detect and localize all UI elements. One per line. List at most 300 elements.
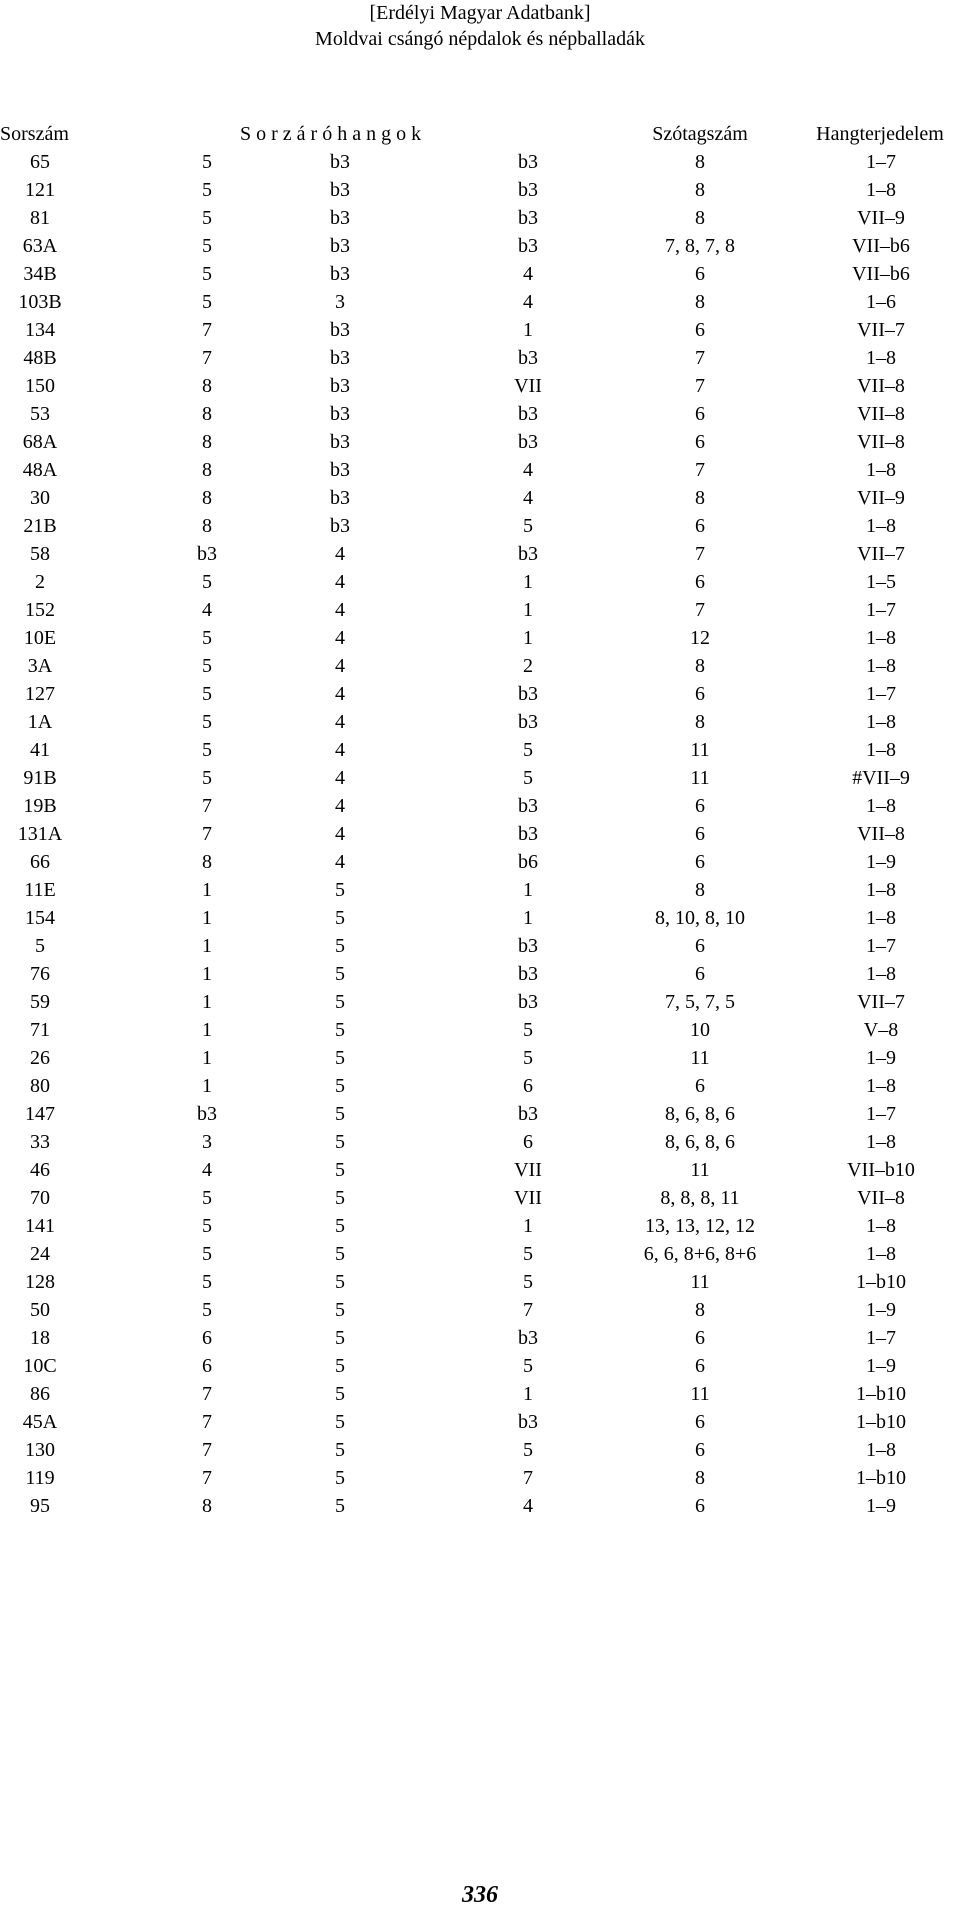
table-row: [0, 344, 960, 372]
sorzarohang-2-cell: 5: [335, 1187, 345, 1209]
sorszam-cell: 80: [30, 1075, 50, 1097]
sorzarohang-1-cell: 5: [202, 1215, 212, 1237]
szotagszam-cell: 6: [695, 1495, 705, 1517]
hangterjedelem-cell: 1–7: [866, 151, 896, 173]
sorzarohang-2-cell: b3: [330, 431, 350, 453]
szotagszam-cell: 12: [690, 627, 710, 649]
szotagszam-cell: 7: [695, 543, 705, 565]
sorzarohang-3-cell: 5: [523, 1243, 533, 1265]
table-row: [0, 708, 960, 736]
table-row: [0, 1380, 960, 1408]
table-row: [0, 1464, 960, 1492]
sorzarohang-3-cell: VII: [514, 1187, 542, 1209]
sorzarohang-1-cell: b3: [197, 1103, 217, 1125]
sorzarohang-3-cell: 4: [523, 1495, 533, 1517]
table-row: [0, 820, 960, 848]
sorzarohang-1-cell: 5: [202, 263, 212, 285]
sorszam-cell: 152: [25, 599, 55, 621]
szotagszam-cell: 6: [695, 403, 705, 425]
sorszam-cell: 50: [30, 1299, 50, 1321]
table-row: [0, 1128, 960, 1156]
sorzarohang-2-cell: b3: [330, 459, 350, 481]
table-row: [0, 148, 960, 176]
szotagszam-cell: 8, 6, 8, 6: [665, 1103, 735, 1125]
table-row: [0, 400, 960, 428]
table-row: [0, 1324, 960, 1352]
sorszam-cell: 48B: [23, 347, 57, 369]
sorzarohang-1-cell: 5: [202, 627, 212, 649]
sorzarohang-1-cell: 8: [202, 431, 212, 453]
szotagszam-cell: 7, 8, 7, 8: [665, 235, 735, 257]
sorzarohang-1-cell: 7: [202, 1383, 212, 1405]
sorszam-cell: 134: [25, 319, 55, 341]
sorzarohang-1-cell: 5: [202, 151, 212, 173]
hangterjedelem-cell: 1–8: [866, 711, 896, 733]
hangterjedelem-cell: VII–8: [857, 823, 905, 845]
sorzarohang-2-cell: b3: [330, 403, 350, 425]
sorzarohang-2-cell: 4: [335, 711, 345, 733]
sorszam-cell: 33: [30, 1131, 50, 1153]
sorszam-cell: 128: [25, 1271, 55, 1293]
sorzarohang-1-cell: 5: [202, 179, 212, 201]
hangterjedelem-cell: 1–9: [866, 1299, 896, 1321]
sorzarohang-3-cell: b3: [518, 347, 538, 369]
sorszam-cell: 121: [25, 179, 55, 201]
sorzarohang-3-cell: b3: [518, 795, 538, 817]
table-row: [0, 960, 960, 988]
sorzarohang-3-cell: b3: [518, 207, 538, 229]
table-row: [0, 1016, 960, 1044]
sorszam-cell: 131A: [17, 823, 63, 845]
table-row: [0, 456, 960, 484]
table-row: [0, 372, 960, 400]
sorszam-cell: 53: [30, 403, 50, 425]
sorzarohang-1-cell: 6: [202, 1355, 212, 1377]
sorzarohang-3-cell: VII: [514, 1159, 542, 1181]
table-row: [0, 988, 960, 1016]
sorzarohang-3-cell: VII: [514, 375, 542, 397]
table-row: [0, 512, 960, 540]
sorzarohang-2-cell: 5: [335, 1383, 345, 1405]
column-header-sorzarohangok: S o r z á r ó h a n g o k: [240, 123, 422, 145]
sorzarohang-1-cell: 1: [202, 963, 212, 985]
szotagszam-cell: 8: [695, 207, 705, 229]
page-header: [0, 0, 960, 52]
table-row: [0, 1184, 960, 1212]
table-row: [0, 1072, 960, 1100]
sorzarohang-1-cell: 7: [202, 823, 212, 845]
sorzarohang-1-cell: b3: [197, 543, 217, 565]
szotagszam-cell: 6: [695, 1439, 705, 1461]
sorzarohang-3-cell: b6: [518, 851, 538, 873]
sorzarohang-2-cell: 5: [335, 1243, 345, 1265]
hangterjedelem-cell: 1–8: [866, 795, 896, 817]
sorzarohang-3-cell: b3: [518, 543, 538, 565]
szotagszam-cell: 6: [695, 571, 705, 593]
sorszam-cell: 18: [30, 1327, 50, 1349]
sorzarohang-2-cell: 5: [335, 1271, 345, 1293]
sorzarohang-2-cell: 5: [335, 1411, 345, 1433]
sorzarohang-1-cell: 5: [202, 739, 212, 761]
hangterjedelem-cell: 1–8: [866, 1131, 896, 1153]
szotagszam-cell: 6: [695, 1355, 705, 1377]
table-row: [0, 1408, 960, 1436]
sorzarohang-1-cell: 7: [202, 1411, 212, 1433]
table-row: [0, 764, 960, 792]
szotagszam-cell: 8: [695, 487, 705, 509]
table-row: [0, 232, 960, 260]
sorszam-cell: 46: [30, 1159, 50, 1181]
sorzarohang-1-cell: 4: [202, 599, 212, 621]
sorzarohang-3-cell: 5: [523, 515, 533, 537]
sorzarohang-2-cell: 5: [335, 1299, 345, 1321]
szotagszam-cell: 6: [695, 515, 705, 537]
sorzarohang-1-cell: 7: [202, 795, 212, 817]
hangterjedelem-cell: VII–9: [857, 207, 905, 229]
hangterjedelem-cell: #VII–9: [852, 767, 910, 789]
sorzarohang-3-cell: 2: [523, 655, 533, 677]
sorzarohang-2-cell: 5: [335, 1355, 345, 1377]
sorzarohang-1-cell: 5: [202, 1299, 212, 1321]
hangterjedelem-cell: 1–9: [866, 851, 896, 873]
sorszam-cell: 2: [35, 571, 45, 593]
szotagszam-cell: 7: [695, 459, 705, 481]
sorzarohang-1-cell: 8: [202, 515, 212, 537]
hangterjedelem-cell: VII–8: [857, 375, 905, 397]
szotagszam-cell: 7: [695, 599, 705, 621]
table-row: [0, 1492, 960, 1520]
sorzarohang-1-cell: 3: [202, 1131, 212, 1153]
table-row: [0, 1296, 960, 1324]
sorszam-cell: 68A: [22, 431, 58, 453]
sorzarohang-3-cell: 5: [523, 1355, 533, 1377]
sorzarohang-2-cell: b3: [330, 375, 350, 397]
sorszam-cell: 91B: [23, 767, 57, 789]
szotagszam-cell: 13, 13, 12, 12: [645, 1215, 755, 1237]
sorzarohang-2-cell: b3: [330, 207, 350, 229]
table-row: [0, 484, 960, 512]
sorzarohang-3-cell: b3: [518, 1411, 538, 1433]
sorzarohang-1-cell: 5: [202, 1243, 212, 1265]
szotagszam-cell: 8, 10, 8, 10: [655, 907, 745, 929]
sorzarohang-2-cell: 5: [335, 1131, 345, 1153]
sorszam-cell: 21B: [23, 515, 57, 537]
sorzarohang-3-cell: 4: [523, 459, 533, 481]
book-title: Moldvai csángó népdalok és népballadák: [315, 28, 645, 50]
sorzarohang-2-cell: 4: [335, 571, 345, 593]
sorszam-cell: 66: [30, 851, 50, 873]
sorzarohang-3-cell: b3: [518, 403, 538, 425]
sorzarohang-1-cell: 8: [202, 403, 212, 425]
table-body: [0, 148, 960, 1520]
sorszam-cell: 34B: [23, 263, 57, 285]
sorzarohang-3-cell: 1: [523, 627, 533, 649]
sorzarohang-1-cell: 7: [202, 319, 212, 341]
sorzarohang-1-cell: 5: [202, 1271, 212, 1293]
sorzarohang-1-cell: 6: [202, 1327, 212, 1349]
sorzarohang-3-cell: 5: [523, 767, 533, 789]
sorzarohang-2-cell: 4: [335, 599, 345, 621]
sorzarohang-3-cell: b3: [518, 963, 538, 985]
sorzarohang-3-cell: b3: [518, 1103, 538, 1125]
sorzarohang-1-cell: 5: [202, 291, 212, 313]
szotagszam-cell: 11: [690, 1047, 710, 1069]
szotagszam-cell: 8: [695, 711, 705, 733]
sorzarohang-1-cell: 8: [202, 459, 212, 481]
sorzarohang-2-cell: 5: [335, 1047, 345, 1069]
sorzarohang-2-cell: b3: [330, 179, 350, 201]
sorzarohang-2-cell: 4: [335, 683, 345, 705]
sorzarohang-2-cell: b3: [330, 235, 350, 257]
sorzarohang-3-cell: 6: [523, 1075, 533, 1097]
szotagszam-cell: 8, 8, 8, 11: [660, 1187, 740, 1209]
hangterjedelem-cell: 1–b10: [856, 1383, 906, 1405]
sorszam-cell: 1A: [27, 711, 53, 733]
column-header-szotagszam: Szótagszám: [652, 123, 748, 145]
hangterjedelem-cell: VII–9: [857, 487, 905, 509]
sorzarohang-1-cell: 1: [202, 879, 212, 901]
table-row: [0, 316, 960, 344]
szotagszam-cell: 8: [695, 151, 705, 173]
hangterjedelem-cell: 1–8: [866, 1439, 896, 1461]
table-row: [0, 1044, 960, 1072]
sorzarohang-3-cell: 4: [523, 487, 533, 509]
szotagszam-cell: 6: [695, 1075, 705, 1097]
sorszam-cell: 95: [30, 1495, 50, 1517]
sorzarohang-1-cell: 5: [202, 235, 212, 257]
table-row: [0, 596, 960, 624]
sorzarohang-3-cell: 6: [523, 1131, 533, 1153]
sorzarohang-1-cell: 5: [202, 767, 212, 789]
table-row: [0, 428, 960, 456]
sorszam-cell: 76: [30, 963, 50, 985]
sorszam-cell: 26: [30, 1047, 50, 1069]
hangterjedelem-cell: 1–8: [866, 515, 896, 537]
table-row: [0, 652, 960, 680]
table-row: [0, 1156, 960, 1184]
table-row: [0, 204, 960, 232]
hangterjedelem-cell: 1–8: [866, 459, 896, 481]
sorszam-cell: 41: [30, 739, 50, 761]
sorzarohang-3-cell: b3: [518, 823, 538, 845]
sorzarohang-2-cell: b3: [330, 515, 350, 537]
hangterjedelem-cell: 1–7: [866, 683, 896, 705]
sorzarohang-3-cell: 1: [523, 599, 533, 621]
table-row: [0, 1436, 960, 1464]
hangterjedelem-cell: 1–8: [866, 907, 896, 929]
sorzarohang-2-cell: 5: [335, 1467, 345, 1489]
szotagszam-cell: 6: [695, 1327, 705, 1349]
sorzarohang-1-cell: 1: [202, 991, 212, 1013]
hangterjedelem-cell: 1–8: [866, 655, 896, 677]
sorzarohang-3-cell: 1: [523, 571, 533, 593]
sorszam-cell: 5: [35, 935, 45, 957]
sorzarohang-1-cell: 7: [202, 1467, 212, 1489]
sorzarohang-3-cell: 4: [523, 263, 533, 285]
hangterjedelem-cell: 1–7: [866, 1103, 896, 1125]
table-row: [0, 792, 960, 820]
sorszam-cell: 150: [25, 375, 55, 397]
sorzarohang-1-cell: 8: [202, 375, 212, 397]
hangterjedelem-cell: 1–9: [866, 1495, 896, 1517]
hangterjedelem-cell: VII–7: [857, 319, 905, 341]
sorzarohang-2-cell: 5: [335, 935, 345, 957]
sorzarohang-2-cell: 5: [335, 879, 345, 901]
sorzarohang-1-cell: 8: [202, 851, 212, 873]
table-row: [0, 1240, 960, 1268]
szotagszam-cell: 6: [695, 683, 705, 705]
sorzarohang-2-cell: 4: [335, 851, 345, 873]
hangterjedelem-cell: 1–8: [866, 1215, 896, 1237]
table-row: [0, 288, 960, 316]
hangterjedelem-cell: 1–8: [866, 1075, 896, 1097]
sorszam-cell: 86: [30, 1383, 50, 1405]
hangterjedelem-cell: 1–8: [866, 963, 896, 985]
table-row: [0, 1352, 960, 1380]
sorzarohang-2-cell: 4: [335, 627, 345, 649]
sorzarohang-3-cell: 5: [523, 1271, 533, 1293]
szotagszam-cell: 11: [690, 1383, 710, 1405]
sorszam-cell: 127: [25, 683, 55, 705]
sorzarohang-3-cell: b3: [518, 711, 538, 733]
sorzarohang-3-cell: 1: [523, 1215, 533, 1237]
table-row: [0, 680, 960, 708]
table-row: [0, 876, 960, 904]
song-table: [0, 120, 960, 1520]
sorzarohang-1-cell: 5: [202, 683, 212, 705]
szotagszam-cell: 8: [695, 1467, 705, 1489]
sorzarohang-1-cell: 8: [202, 487, 212, 509]
szotagszam-cell: 8: [695, 179, 705, 201]
sorzarohang-2-cell: 3: [335, 291, 345, 313]
sorzarohang-2-cell: b3: [330, 151, 350, 173]
sorzarohang-1-cell: 5: [202, 655, 212, 677]
szotagszam-cell: 6: [695, 963, 705, 985]
sorszam-cell: 81: [30, 207, 50, 229]
szotagszam-cell: 8: [695, 655, 705, 677]
sorzarohang-3-cell: b3: [518, 935, 538, 957]
szotagszam-cell: 11: [690, 767, 710, 789]
sorzarohang-3-cell: b3: [518, 683, 538, 705]
sorzarohang-2-cell: 5: [335, 1495, 345, 1517]
column-header-hangterjedelem: Hangterjedelem: [816, 123, 944, 145]
sorzarohang-3-cell: b3: [518, 179, 538, 201]
sorzarohang-3-cell: b3: [518, 431, 538, 453]
sorzarohang-2-cell: 5: [335, 1327, 345, 1349]
sorszam-cell: 147: [25, 1103, 55, 1125]
sorzarohang-2-cell: b3: [330, 319, 350, 341]
szotagszam-cell: 8: [695, 879, 705, 901]
sorzarohang-1-cell: 1: [202, 1075, 212, 1097]
sorzarohang-2-cell: b3: [330, 347, 350, 369]
hangterjedelem-cell: 1–5: [866, 571, 896, 593]
sorzarohang-2-cell: 4: [335, 739, 345, 761]
table-row: [0, 260, 960, 288]
szotagszam-cell: 6: [695, 851, 705, 873]
szotagszam-cell: 6: [695, 823, 705, 845]
hangterjedelem-cell: 1–7: [866, 1327, 896, 1349]
szotagszam-cell: 8: [695, 1299, 705, 1321]
szotagszam-cell: 7: [695, 375, 705, 397]
sorzarohang-2-cell: 5: [335, 1215, 345, 1237]
szotagszam-cell: 6: [695, 935, 705, 957]
sorzarohang-2-cell: 5: [335, 1439, 345, 1461]
sorszam-cell: 45A: [22, 1411, 58, 1433]
sorzarohang-3-cell: 4: [523, 291, 533, 313]
sorzarohang-3-cell: 5: [523, 1019, 533, 1041]
sorszam-cell: 65: [30, 151, 50, 173]
sorszam-cell: 63A: [22, 235, 58, 257]
hangterjedelem-cell: VII–7: [857, 543, 905, 565]
sorzarohang-3-cell: 5: [523, 1439, 533, 1461]
sorzarohang-2-cell: 5: [335, 907, 345, 929]
sorzarohang-2-cell: b3: [330, 487, 350, 509]
sorzarohang-3-cell: b3: [518, 991, 538, 1013]
sorzarohang-3-cell: b3: [518, 235, 538, 257]
sorzarohang-1-cell: 1: [202, 935, 212, 957]
sorzarohang-2-cell: 5: [335, 1103, 345, 1125]
sorzarohang-1-cell: 1: [202, 907, 212, 929]
sorzarohang-2-cell: b3: [330, 263, 350, 285]
sorszam-cell: 24: [30, 1243, 50, 1265]
szotagszam-cell: 7: [695, 347, 705, 369]
hangterjedelem-cell: V–8: [863, 1019, 899, 1041]
sorzarohang-1-cell: 7: [202, 347, 212, 369]
hangterjedelem-cell: 1–8: [866, 879, 896, 901]
szotagszam-cell: 6: [695, 1411, 705, 1433]
hangterjedelem-cell: 1–8: [866, 347, 896, 369]
sorszam-cell: 11E: [24, 879, 56, 901]
sorzarohang-3-cell: 1: [523, 1383, 533, 1405]
sorszam-cell: 48A: [22, 459, 58, 481]
sorzarohang-1-cell: 1: [202, 1019, 212, 1041]
table-row: [0, 736, 960, 764]
sorszam-cell: 119: [25, 1467, 55, 1489]
table-row: [0, 1100, 960, 1128]
sorzarohang-2-cell: 4: [335, 655, 345, 677]
hangterjedelem-cell: VII–8: [857, 1187, 905, 1209]
sorszam-cell: 70: [30, 1187, 50, 1209]
hangterjedelem-cell: 1–8: [866, 179, 896, 201]
sorzarohang-2-cell: 4: [335, 795, 345, 817]
table-row: [0, 904, 960, 932]
sorzarohang-2-cell: 5: [335, 1075, 345, 1097]
sorzarohang-2-cell: 5: [335, 1019, 345, 1041]
sorzarohang-2-cell: 4: [335, 767, 345, 789]
hangterjedelem-cell: 1–8: [866, 627, 896, 649]
sorzarohang-1-cell: 5: [202, 1187, 212, 1209]
hangterjedelem-cell: 1–9: [866, 1047, 896, 1069]
hangterjedelem-cell: VII–b6: [852, 263, 910, 285]
hangterjedelem-cell: 1–b10: [856, 1411, 906, 1433]
sorzarohang-1-cell: 7: [202, 1439, 212, 1461]
table-row: [0, 176, 960, 204]
page-number: 336: [462, 1882, 498, 1908]
table-row: [0, 540, 960, 568]
sorzarohang-2-cell: 5: [335, 991, 345, 1013]
szotagszam-cell: 6, 6, 8+6, 8+6: [643, 1243, 757, 1265]
sorszam-cell: 58: [30, 543, 50, 565]
sorzarohang-3-cell: 5: [523, 739, 533, 761]
sorzarohang-3-cell: 7: [523, 1467, 533, 1489]
table-row: [0, 1268, 960, 1296]
sorszam-cell: 103B: [18, 291, 62, 313]
sorzarohang-3-cell: 1: [523, 319, 533, 341]
hangterjedelem-cell: VII–8: [857, 403, 905, 425]
szotagszam-cell: 11: [690, 739, 710, 761]
table-row: [0, 932, 960, 960]
sorszam-cell: 71: [30, 1019, 50, 1041]
